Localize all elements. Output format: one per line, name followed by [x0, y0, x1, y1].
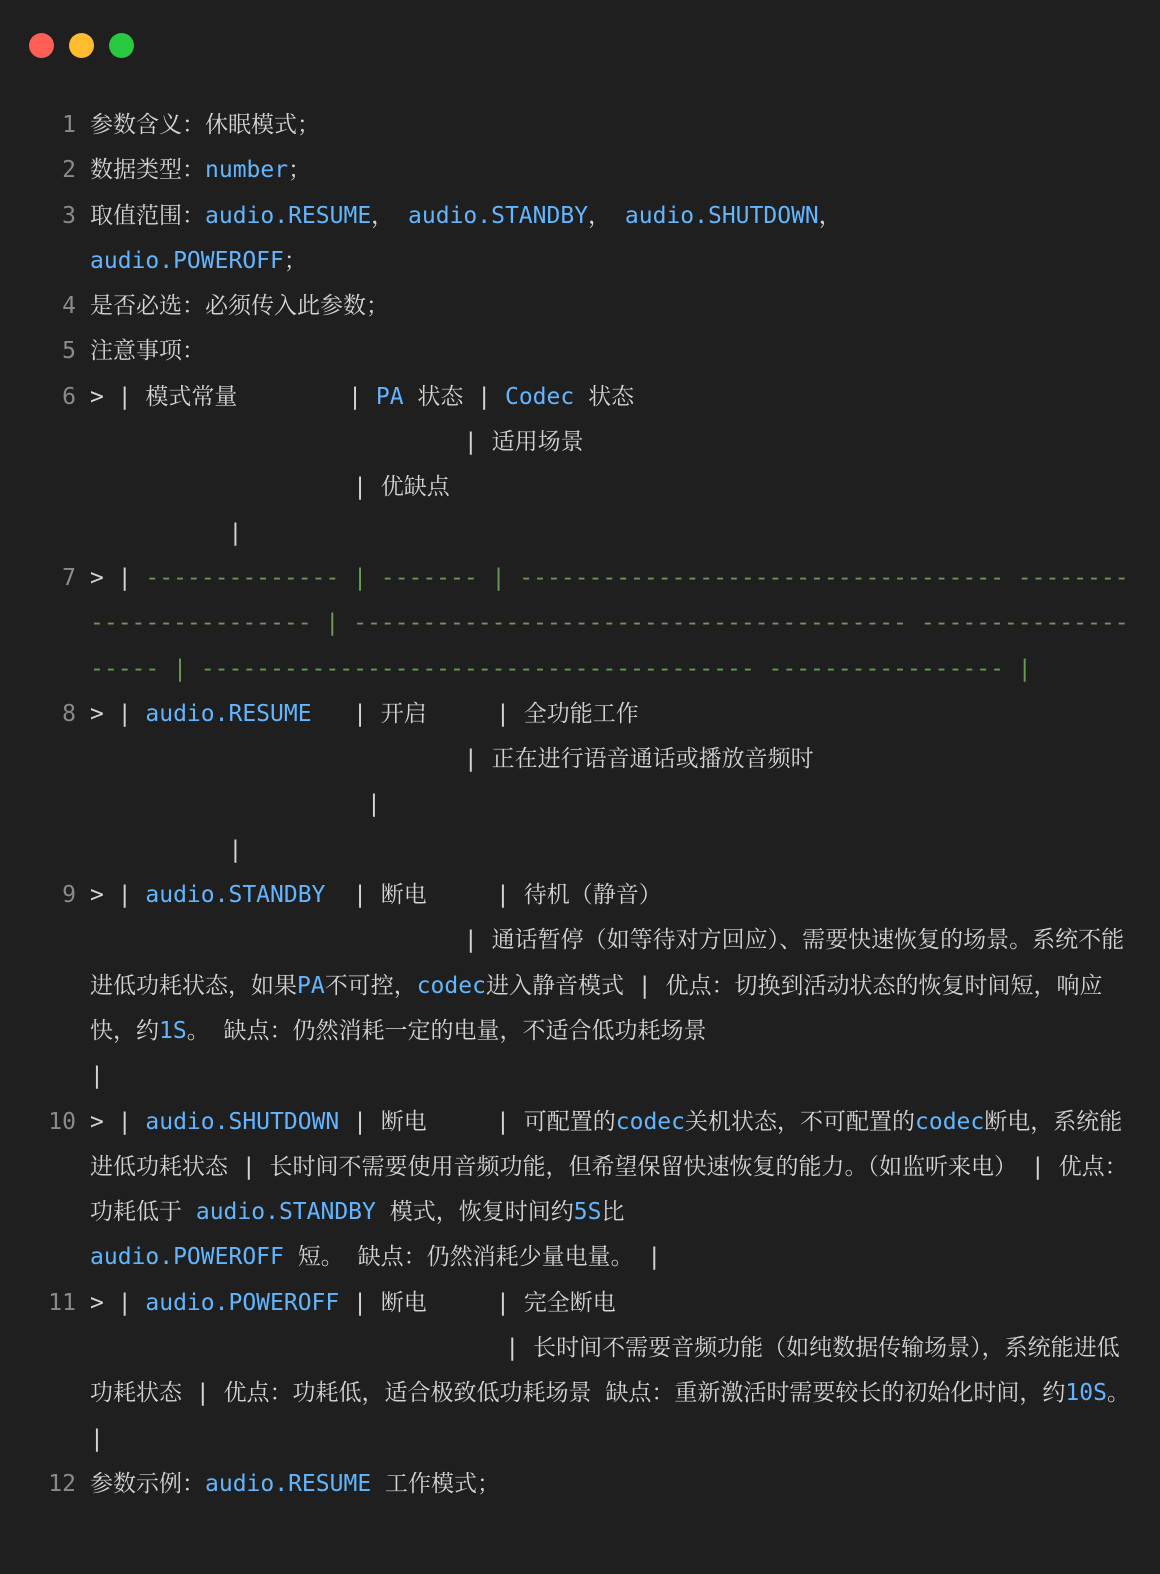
- text-token: ，: [371, 202, 409, 229]
- code-token: audio.RESUME: [145, 700, 312, 727]
- text-token: | 开启 | 全功能工作 | 正在进行语音通话或播放音频时 | |: [228, 700, 814, 863]
- code-token: audio.STANDBY: [408, 202, 589, 229]
- text-token: > |: [90, 882, 146, 909]
- code-line: [0, 375, 1160, 556]
- text-token: | 断电 | 待机（静音） | 通话暂停（如等待对方回应）、需要快速恢复的场景。系统不能进低功耗状态，如果: [90, 882, 1125, 999]
- text-token: | 断电 | 可配置的: [339, 1108, 616, 1135]
- code-token: codec: [416, 972, 486, 999]
- code-token: number: [205, 157, 289, 184]
- line-number: 12: [48, 1470, 76, 1497]
- text-token: ，: [588, 202, 625, 229]
- close-button[interactable]: [29, 33, 54, 58]
- code-token: codec: [915, 1108, 985, 1135]
- line-number: 3: [62, 202, 76, 229]
- code-line: [0, 556, 1160, 692]
- maximize-button[interactable]: [109, 33, 134, 58]
- code-line: [0, 1100, 1160, 1281]
- code-token: audio.RESUME: [205, 1470, 372, 1497]
- text-token: 。 缺点：仍然消耗一定的电量，不适合低功耗场景 |: [90, 1017, 707, 1090]
- line-number: 11: [48, 1289, 76, 1316]
- code-line: [0, 194, 1160, 285]
- code-token: PA: [375, 383, 404, 410]
- text-token: > |: [90, 1108, 146, 1135]
- line-number: 2: [62, 157, 76, 184]
- code-token: Codec: [504, 383, 575, 410]
- text-token: 断电，系统能进低功耗状态 | 长时间不需要使用音频功能，但希望保留快速恢复的能力。（如监听来电） | 优点：功耗低于: [90, 1108, 1128, 1226]
- text-token: > | 模式常量 |: [90, 383, 376, 410]
- code-line: [0, 284, 1160, 329]
- line-number: 7: [62, 564, 76, 591]
- text-token: > |: [90, 1289, 146, 1316]
- text-token: 是否必选：必须传入此参数；: [90, 293, 389, 320]
- line-number: 4: [62, 293, 76, 320]
- line-number: 6: [62, 383, 76, 410]
- text-token: | 断电 | 完全断电 | 长时间不需要音频功能（如纯数据传输场景），系统能进低功耗状态 | 优点：功耗低，适合极致低功耗场景 缺点：重新激活时需要较长的初始化时间，约: [90, 1289, 1120, 1407]
- code-token: 10S: [1065, 1380, 1107, 1407]
- text-token: 参数含义：休眠模式；: [90, 112, 320, 138]
- text-token: ；: [283, 247, 307, 274]
- separator-token: -------------- | ------- | ----------------------------------- ------------------------ | ---------------------------------------- -------------------- | ---------------------------------------- ----------------- |: [90, 564, 1129, 682]
- code-token: PA: [297, 972, 325, 999]
- line-number: 5: [62, 338, 76, 365]
- text-token: 模式，恢复时间约: [375, 1199, 574, 1226]
- code-token: audio.POWEROFF: [90, 1244, 284, 1271]
- code-token: audio.STANDBY: [145, 882, 326, 909]
- text-token: > |: [90, 564, 146, 591]
- text-token: > |: [90, 700, 146, 727]
- window-controls: [29, 33, 134, 58]
- code-token: audio.RESUME: [205, 202, 372, 229]
- code-line: [0, 873, 1160, 1099]
- code-token: audio.SHUTDOWN: [145, 1108, 340, 1135]
- text-token: ；: [288, 157, 312, 184]
- text-token: 参数示例：: [90, 1470, 205, 1497]
- text-token: 状态 |: [403, 383, 505, 410]
- text-token: ，: [818, 202, 842, 229]
- code-token: audio.STANDBY: [195, 1199, 376, 1226]
- code-token: audio.POWEROFF: [90, 247, 284, 274]
- code-line: [0, 692, 1160, 873]
- text-token: 进入静音模式 | 优点：切换到活动状态的恢复时间短，响应快，约: [90, 972, 1103, 1044]
- code-token: audio.POWEROFF: [145, 1289, 340, 1316]
- line-number: 1: [62, 112, 76, 138]
- text-token: 短。 缺点：仍然消耗少量电量。 |: [283, 1244, 662, 1271]
- text-token: 工作模式；: [371, 1470, 501, 1497]
- code-line: [0, 1281, 1160, 1462]
- code-line: [0, 148, 1160, 193]
- text-token: 不可控，: [324, 972, 417, 999]
- line-number: 10: [48, 1108, 76, 1135]
- code-token: 1S: [159, 1017, 187, 1044]
- code-editor: [0, 103, 1160, 1507]
- code-line: [0, 103, 1160, 148]
- text-token: 取值范围：: [90, 202, 205, 229]
- text-token: 比: [601, 1199, 625, 1226]
- code-token: audio.SHUTDOWN: [624, 202, 819, 229]
- text-token: 状态 | 适用场景 | 优缺点 |: [228, 383, 635, 546]
- minimize-button[interactable]: [69, 33, 94, 58]
- code-line: [0, 1462, 1160, 1507]
- line-number: 8: [62, 700, 76, 727]
- text-token: 。 |: [90, 1380, 1144, 1452]
- line-number: 9: [62, 882, 76, 909]
- text-token: 关机状态，不可配置的: [685, 1108, 915, 1135]
- code-line: [0, 329, 1160, 374]
- text-token: 数据类型：: [90, 157, 205, 184]
- code-token: 5S: [573, 1199, 602, 1226]
- text-token: 注意事项：: [90, 338, 205, 365]
- code-token: codec: [615, 1108, 685, 1135]
